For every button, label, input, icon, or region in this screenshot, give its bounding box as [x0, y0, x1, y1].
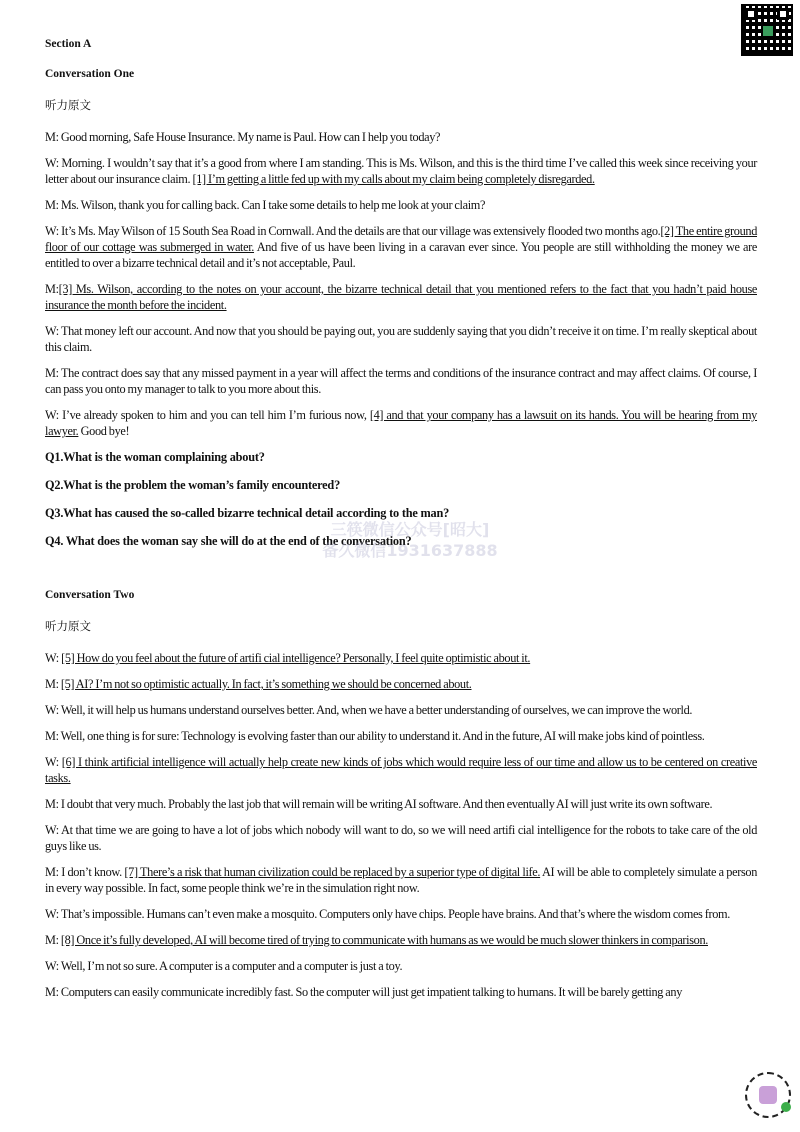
answer-underline: [4] and that your company has a lawsuit on its hands. You will be hearing from my lawyer. [45, 408, 757, 438]
transcript-line: M: [8] Once it’s fully developed, AI will become tired of trying to communicate with humans as we would be much slower thinkers in comparison. [45, 933, 708, 947]
transcript-line: M: I doubt that very much. Probably the last job that will remain will be writing AI software. And then eventually AI will just write its own software. [45, 797, 713, 811]
transcript-line: W: That money left our account. And now that you should be paying out, you are suddenly saying that you didn’t receive it on time. I’m really skeptical about this claim. [45, 324, 757, 354]
transcript-line: W: [6] I think artificial intelligence will actually help create new kinds of jobs which would require less of our time and allow us to be centered on creative tasks. [45, 755, 757, 785]
conversation-one-title: Conversation One [45, 68, 135, 80]
transcript-line: M: Computers can easily communicate incredibly fast. So the computer will just get impatient talking to humans. It will be barely getting any [45, 985, 683, 999]
section-heading: Section A [45, 38, 92, 50]
answer-underline: [8] Once it’s fully developed, AI will become tired of trying to communicate with humans as we would be much slower thinkers in comparison. [60, 933, 708, 947]
watermark-line-1: 三筷微信公众号[昭大] [330, 520, 490, 539]
transcript-label: 听力原文 [45, 98, 91, 112]
transcript-line: M: Ms. Wilson, thank you for calling back. Can I take some details to help me look at your claim? [45, 198, 486, 212]
conversation-two-title: Conversation Two [45, 589, 135, 601]
transcript-line: W: [5] How do you feel about the future of artifi cial intelligence? Personally, I feel quite optimistic about it. [45, 651, 531, 665]
transcript-line: W: That’s impossible. Humans can’t even make a mosquito. Computers only have chips. People have brains. And that’s where the wisdom comes from. [45, 907, 730, 921]
answer-underline: [6] I think artificial intelligence will actually help create new kinds of jobs which would require less of our time and allow us to be centered on creative tasks. [45, 755, 757, 785]
transcript-line: W: At that time we are going to have a lot of jobs which nobody will want to do, so we will need artifi cial intelligence for the robots to take care of the old guys like us. [45, 823, 757, 853]
question-3: Q3.What has caused the so-called bizarre technical detail according to the man? [45, 506, 450, 520]
question-1: Q1.What is the woman complaining about? [45, 450, 265, 464]
answer-underline: [7] There’s a risk that human civilization could be replaced by a superior type of digital life. [124, 865, 541, 879]
answer-underline: [1] I’m getting a little fed up with my calls about my claim being completely disregarded. [192, 172, 595, 186]
transcript-line: M: Well, one thing is for sure: Technology is evolving faster than our ability to understand it. And in the future, AI will make jobs kind of pointless. [45, 729, 705, 743]
transcript-line: M: I don’t know. [7] There’s a risk that human civilization could be replaced by a superior type of digital life. AI will be able to completely simulate a person in every way possible. In fact, some people think we’re in the simulation right now. [45, 865, 757, 895]
transcript-line: M: [5] AI? I’m not so optimistic actually. In fact, it’s something we should be concerned about. [45, 677, 472, 691]
transcript-label: 听力原文 [45, 619, 91, 633]
transcript-line: W: It’s Ms. May Wilson of 15 South Sea Road in Cornwall. And the details are that our village was extensively flooded two months ago.[2] The entire ground floor of our cottage was submerged in water. And five of us have been living in a caravan ever since. You people are still withholding the money we are entitled to over a bizarre technical detail and it’s not acceptable, Paul. [45, 224, 758, 270]
answer-underline: [5] How do you feel about the future of artifi cial intelligence? Personally, I feel quite optimistic about it. [61, 651, 531, 665]
watermark [300, 519, 520, 561]
watermark-line-2: 备久微信1931637888 [322, 541, 498, 560]
transcript-line: W: I’ve already spoken to him and you can tell him I’m furious now, [4] and that your company has a lawsuit on its hands. You will be hearing from my lawyer. Good bye! [45, 408, 757, 438]
transcript-line: M:[3] Ms. Wilson, according to the notes on your account, the bizarre technical detail that you mentioned refers to the fact that you hadn’t paid house insurance the month before the incident. [45, 282, 757, 312]
transcript-line: W: Well, it will help us humans understand ourselves better. And, when we have a better understanding of ourselves, we can improve the world. [45, 703, 693, 717]
question-4: Q4. What does the woman say she will do at the end of the conversation? [45, 534, 412, 548]
answer-underline: [5] AI? I’m not so optimistic actually. In fact, it’s something we should be concerned about. [60, 677, 472, 691]
transcript-line: M: The contract does say that any missed payment in a year will affect the terms and conditions of the insurance contract and may affect claims. Of course, I can pass you onto my manager to talk to you more about this. [45, 366, 757, 396]
answer-underline: [2] The entire ground floor of our cottage was submerged in water. [45, 224, 757, 254]
transcript-line: W: Well, I’m not so sure. A computer is a computer and a computer is just a toy. [45, 959, 403, 973]
transcript-line: M: Good morning, Safe House Insurance. My name is Paul. How can I help you today? [45, 130, 441, 144]
answer-underline: [3] Ms. Wilson, according to the notes on your account, the bizarre technical detail that you mentioned refers to the fact that you hadn’t paid house insurance the month before the incident. [45, 282, 757, 312]
question-2: Q2.What is the problem the woman’s family encountered? [45, 478, 341, 492]
logo-badge-icon [745, 1072, 791, 1118]
transcript-line: W: Morning. I wouldn’t say that it’s a good from where I am standing. This is Ms. Wilson, and this is the third time I’ve called this week since receiving your letter about our insurance claim. [1] I’m getting a little fed up with my calls about my claim being completely disregarded. [45, 156, 757, 186]
